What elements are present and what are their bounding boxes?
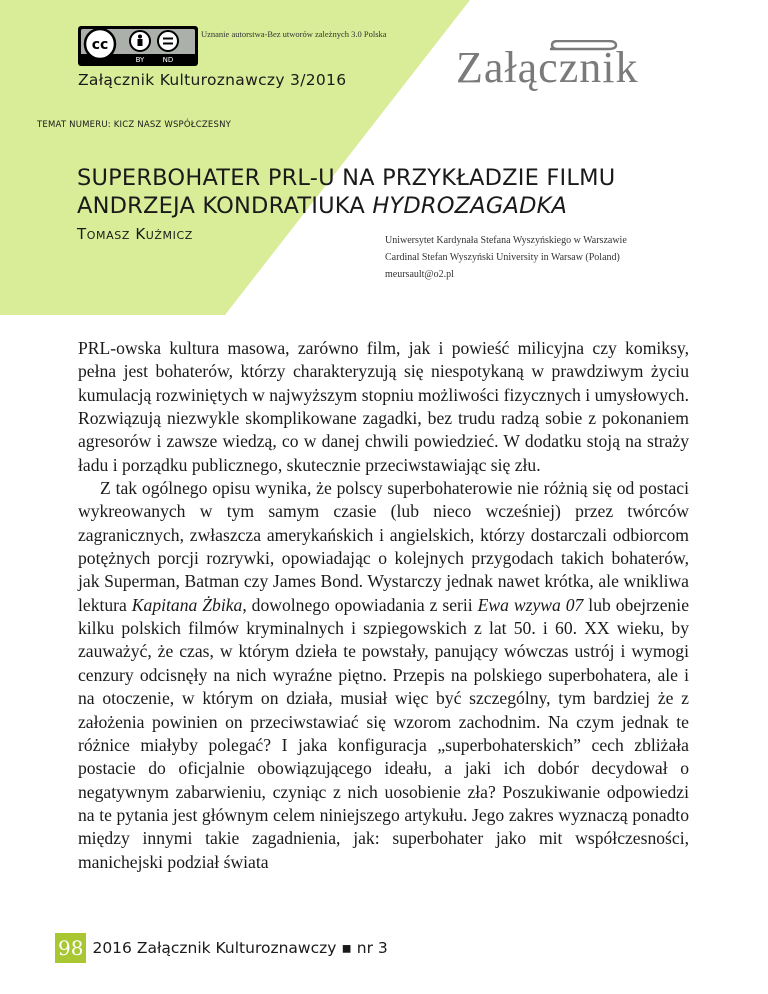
article-body — [78, 337, 689, 874]
cc-glyph: cc — [91, 37, 109, 53]
journal-name: Załącznik Kulturoznawczy 3/2016 — [78, 71, 347, 89]
license-text: Uznanie autorstwa-Bez utworów zależnych 3.0 Polska — [201, 29, 387, 39]
paragraph-1: PRL-owska kultura masowa, zarówno film, jak i powieść milicyjna czy komiksy, pełna jest bohaterów, którzy charakteryzują się niespotykaną w prawdziwym życiu kumulacją rozwiniętych w najwyższym stopniu możliwości fizycznych i umysłowych. Rozwiązują niezwykle skomplikowane zagadki, bez trudu radzą sobie z pokonaniem agresorów i zawsze wiedzą, co w danej chwili powiedzieć. W dodatku stoją na straży ładu i porządku publicznego, skutecznie przeciwstawiając się złu. — [78, 338, 689, 475]
title-film-name: HYDROZAGADKA — [372, 193, 568, 219]
article-title — [77, 164, 717, 220]
paragraph-2: Z tak ogólnego opisu wynika, że polscy superbohaterowie nie różnią się od postaci wykreowanych w tym samym czasie (lub nieco wcześniej) przez twórców zagranicznych, zwłaszcza amerykańskich i angielskich, którzy dostarczali odbiorcom potężnych porcji rozrywki, opowiadając o kolejnych przygodach takich bohaterów, jak Superman, Batman czy James Bond. Wystarczy jednak nawet krótka, ale wnikliwa lektura Kapitana Żbika, dowolnego opowiadania z serii Ewa wzywa 07 lub obejrzenie kilku polskich filmów kryminalnych i szpiegowskich z lat 50. i 60. XX wieku, by zauważyć, że czas, w którym dzieła te powstały, panujący wówczas ustrój i wymogi cenzury odcisnęły na nich wyraźne piętno. Przepis na polskiego superbohatera, ale i na otoczenie, w którym on działa, musiał więc być szczególny, tym bardziej że z założenia powinien on przeciwstawiać się wzorom zachodnim. Na czym jednak te różnice miałyby polegać? I jaka konfiguracja „superbohaterskich” cech zbliżała postacie do oficjalnie obowiązującego ideału, a jaki ich dobór decydował o negatywnym zabarwieniu, czyniąc z nich uosobienie zła? Poszukiwanie odpowiedzi na te pytania jest głównym celem niniejszego artykułu. Jego zakres wyznaczą ponadto między innymi takie zagadnienia, jak: superbohater jako mit współczesności, manichejski podział świata — [78, 478, 689, 872]
author-name: Tomasz Kuźmicz — [77, 225, 193, 243]
work-title-ewa-wzywa: Ewa wzywa 07 — [477, 594, 584, 615]
affiliation-english: Cardinal Stefan Wyszyński University in Warsaw (Poland) — [385, 252, 620, 263]
page-number: 98 — [55, 933, 86, 963]
by-label: BY — [135, 56, 145, 64]
paperclip-icon — [548, 40, 618, 58]
work-title-kapitan-zbik: Kapitana Żbika — [131, 594, 243, 615]
nd-label: ND — [162, 56, 174, 64]
page-footer — [55, 933, 388, 963]
issue-theme: TEMAT NUMERU: KICZ NASZ WSPÓŁCZESNY — [37, 120, 232, 130]
author-affiliation — [385, 232, 627, 283]
author-email[interactable]: meursault@o2.pl — [385, 269, 454, 280]
cc-license-badge[interactable] — [78, 26, 198, 66]
title-line-1: SUPERBOHATER PRL-U NA PRZYKŁADZIE FILMU — [77, 165, 616, 191]
journal-logo — [456, 42, 676, 102]
logo-wordmark: Załącznik — [456, 43, 639, 92]
affiliation-polish: Uniwersytet Kardynała Stefana Wyszyńskiego w Warszawie — [385, 235, 627, 246]
title-line-2: ANDRZEJA KONDRATIUKA — [77, 193, 373, 219]
footer-journal: 2016 Załącznik Kulturoznawczy ▪ nr 3 — [92, 939, 388, 957]
